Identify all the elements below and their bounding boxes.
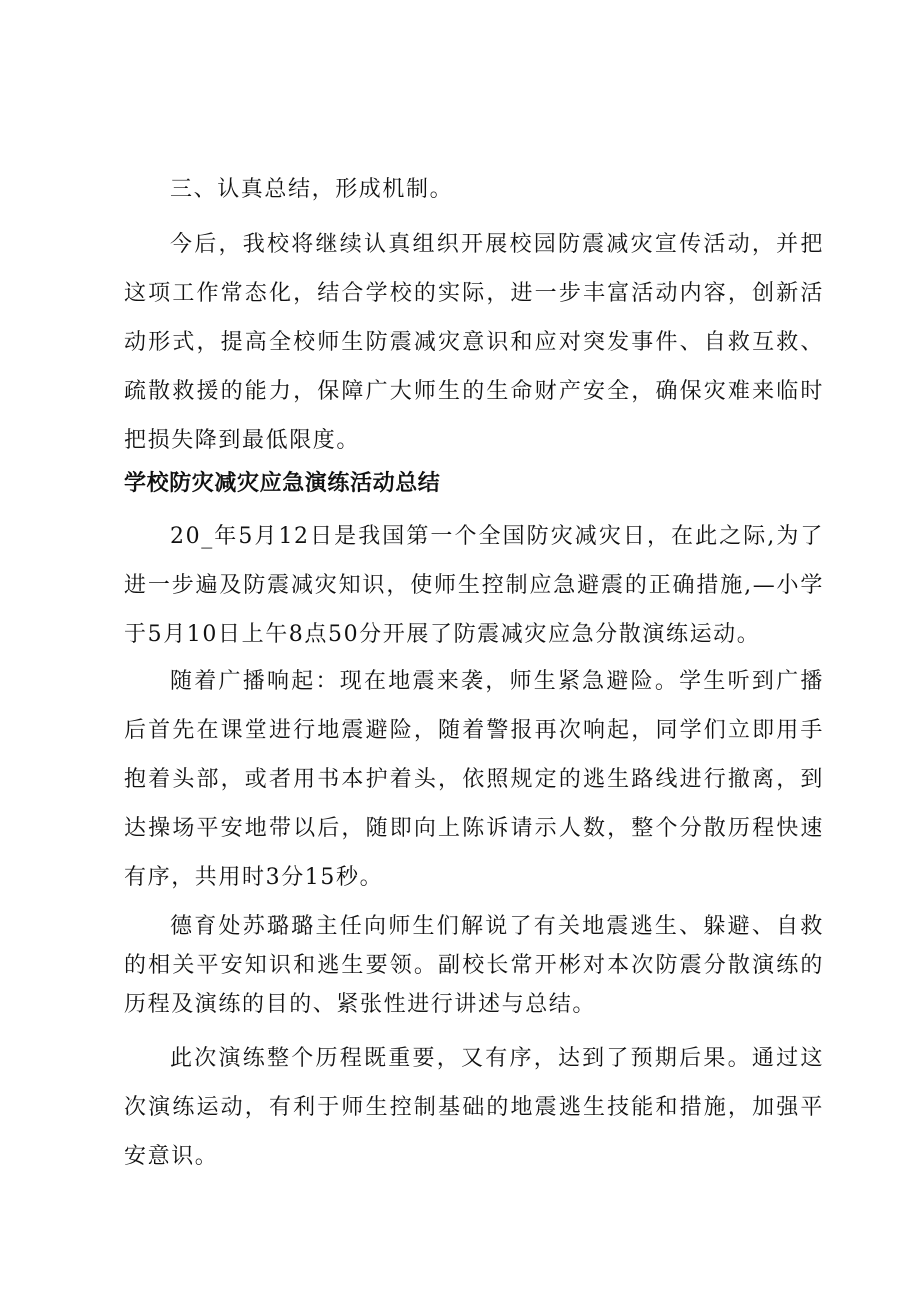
article-title: 学校防灾减灾应急演练活动总结	[124, 470, 441, 496]
closing-paragraph: 今后，我校将继续认真组织开展校园防震减灾宣传活动，并把这项工作常态化，结合学校的实际，进一步丰富活动内容，创新活动形式，提高全校师生防震减灾意识和应对突发事件、自救互救、疏散救援的能力，保障广大师生的生命财产安全，确保灾难来临时把损失降到最低限度。	[124, 232, 824, 453]
paragraph-drill-process: 随着广播响起：现在地震来袭，师生紧急避险。学生听到广播后首先在课堂进行地震避险，随着警报再次响起，同学们立即用手抱着头部，或者用书本护着头，依照规定的逃生路线进行撤离，到达操场平安地带以后，随即向上陈诉请示人数，整个分散历程快速有序，共用时3分15秒。	[124, 669, 824, 890]
paragraph-intro: 20_年5月12日是我国第一个全国防灾减灾日，在此之际,为了进一步遍及防震减灾知识，使师生控制应急避震的正确措施,—小学于5月10日上午8点50分开展了防震减灾应急分散演练运动。	[124, 524, 824, 647]
paragraph-safety-talk: 德育处苏璐璐主任向师生们解说了有关地震逃生、躲避、自救的相关平安知识和逃生要领。副校长常开彬对本次防震分散演练的历程及演练的目的、紧张性进行讲述与总结。	[124, 914, 824, 1017]
section-heading: 三、认真总结，形成机制。	[170, 177, 454, 202]
paragraph-conclusion: 此次演练整个历程既重要，又有序，达到了预期后果。通过这次演练运动，有利于师生控制基础的地震逃生技能和措施，加强平安意识。	[124, 1046, 824, 1169]
